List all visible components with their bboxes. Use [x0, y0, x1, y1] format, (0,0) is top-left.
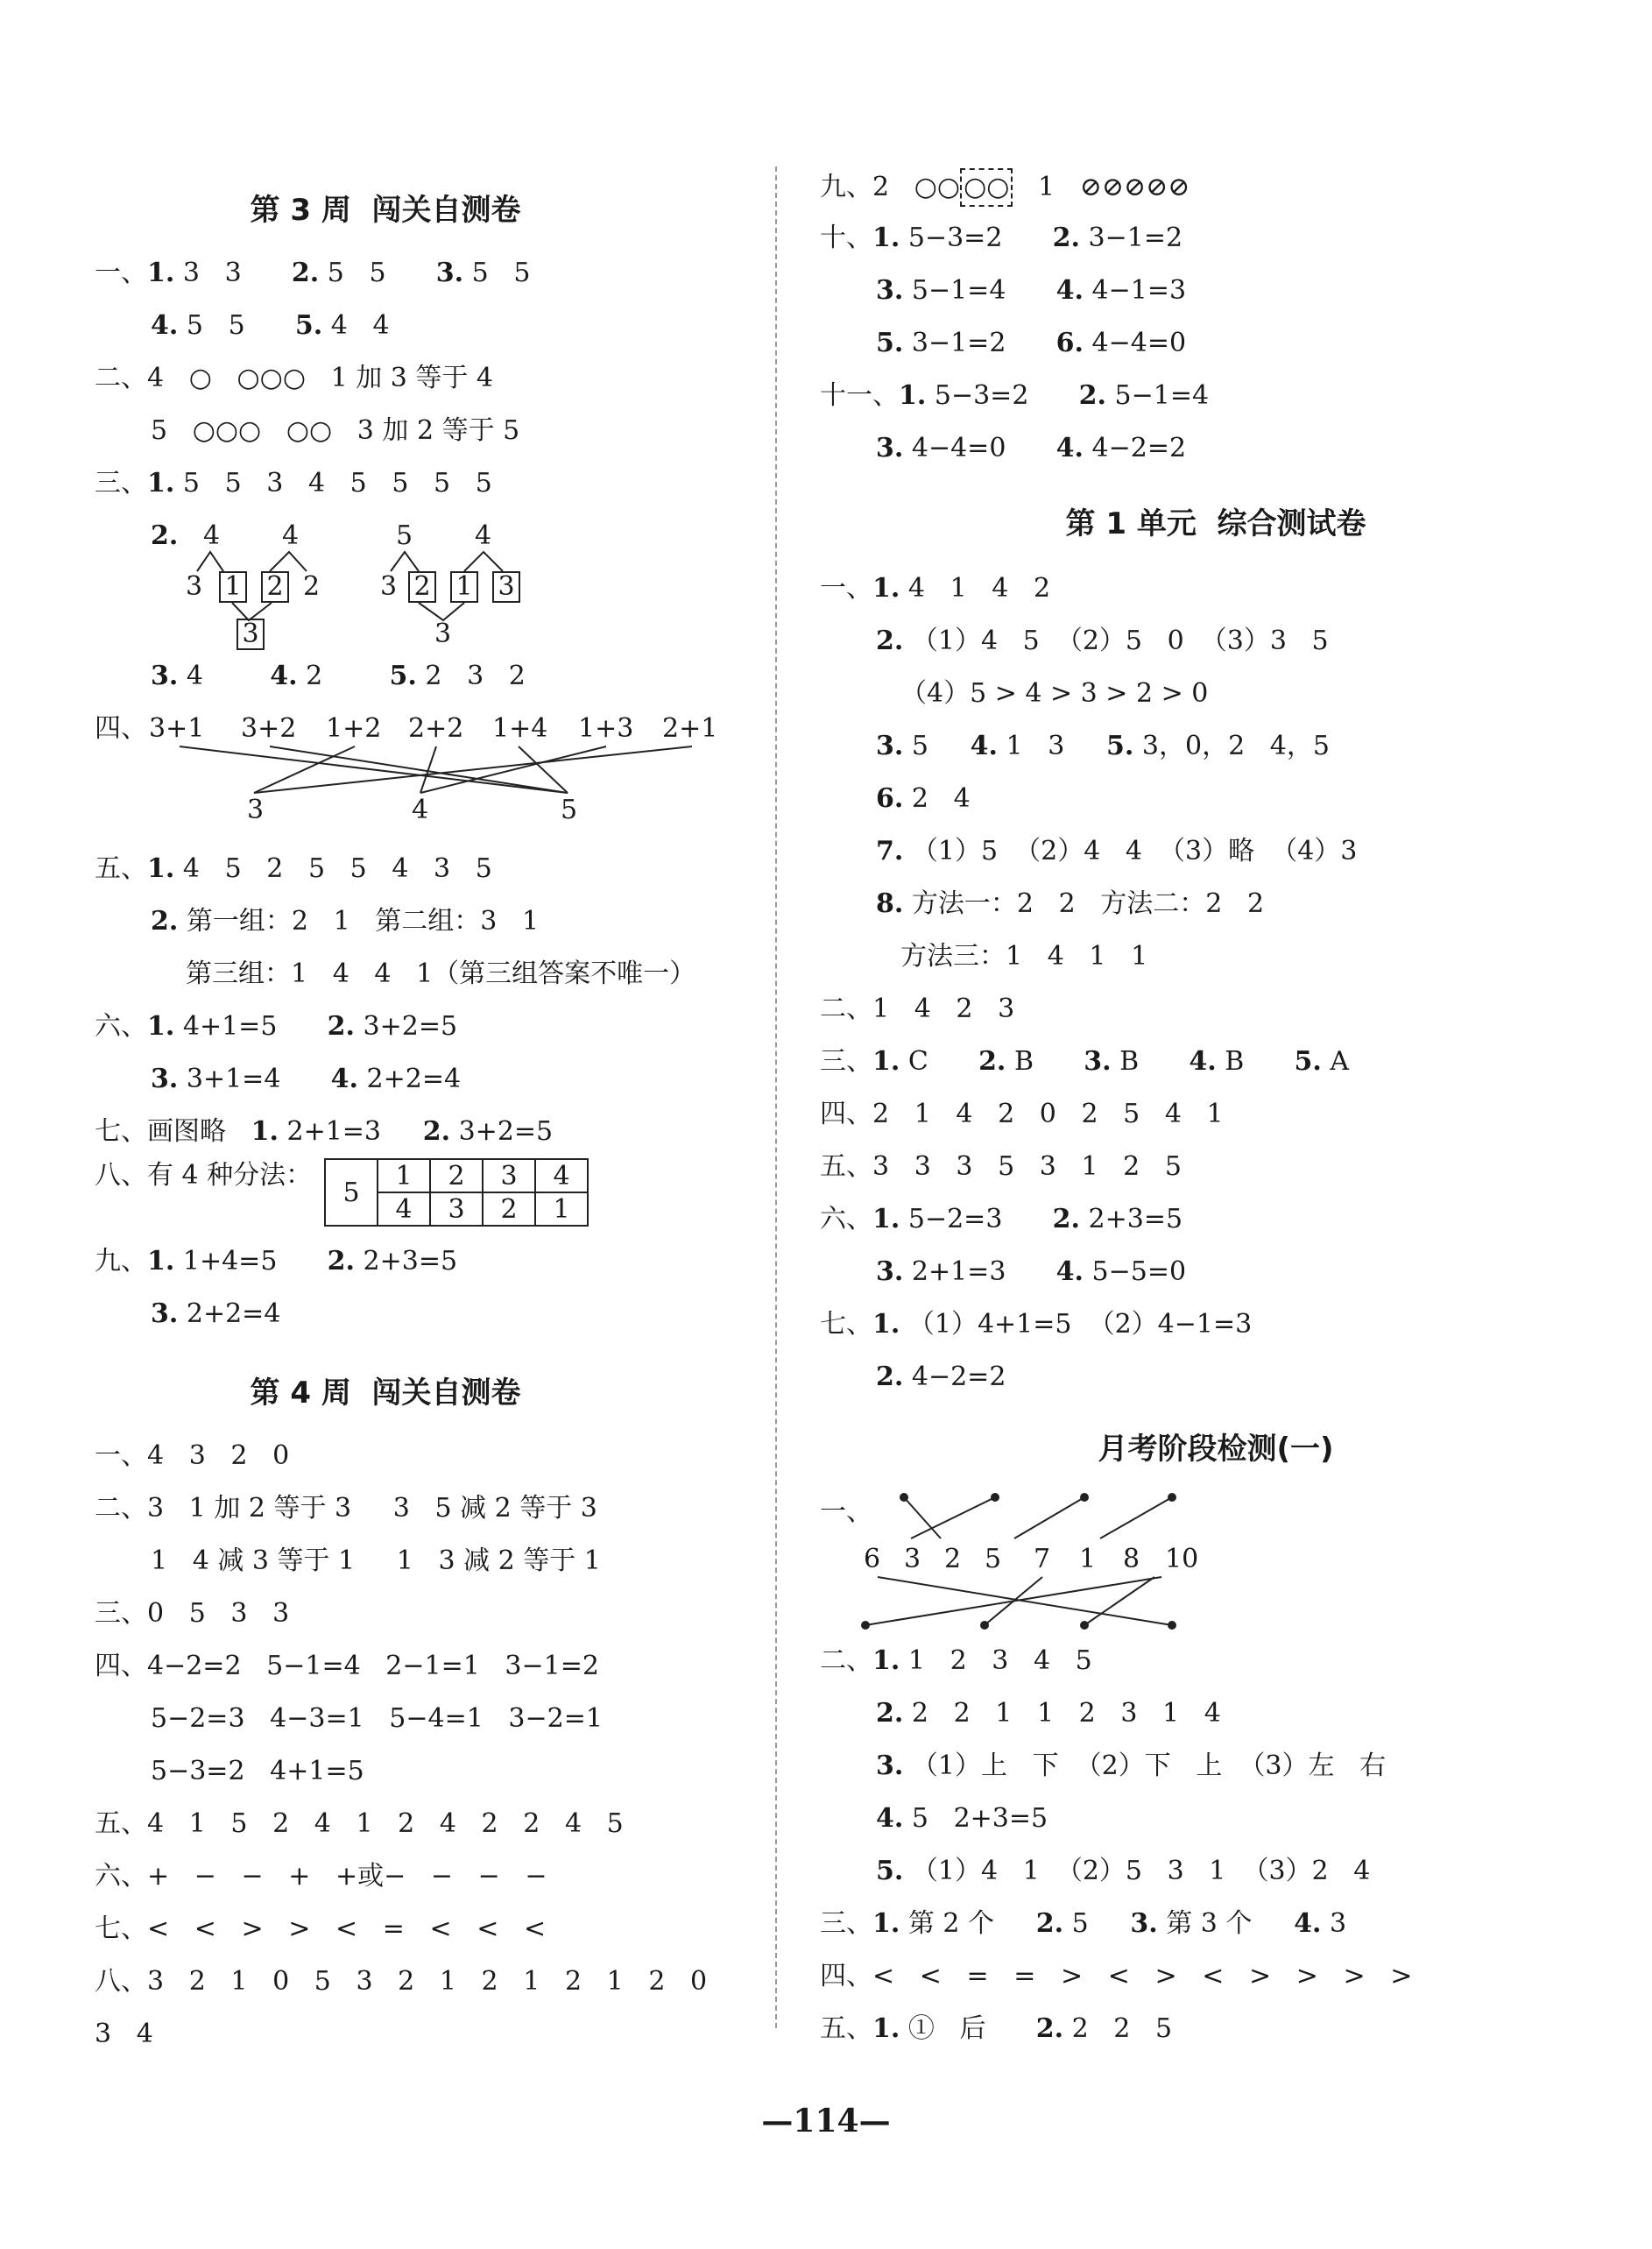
- tree2-row-1: 2: [408, 569, 436, 605]
- tree1-row-3: 2: [303, 571, 321, 602]
- w4-s8-line1: 八、3 2 1 0 5 3 2 1 2 1 2 1 2 0: [95, 1966, 708, 1997]
- w3-s5-line2: 2. 第一组：2 1 第二组：3 1: [151, 906, 540, 937]
- tree2-row-0: 3: [380, 571, 398, 602]
- w3-s8-label: 八、有 4 种分法：: [95, 1160, 313, 1191]
- r-s9-line: 九、2 ○○ ○○ 1 ⊘⊘⊘⊘⊘: [820, 168, 1190, 207]
- w3-s4-matching-lines: [0, 0, 771, 876]
- u1-s7-line2: 2. 4−2=2: [876, 1361, 1006, 1392]
- tree1-row-1: 1: [219, 569, 247, 605]
- w4-s1: 一、4 3 2 0: [95, 1440, 290, 1471]
- w3-s4-answer-1: 4: [412, 795, 429, 825]
- top-line-3: [1100, 1497, 1172, 1538]
- w4-s4-line2: 5−2=3 4−3=1 5−4=1 3−2=1: [151, 1703, 603, 1734]
- split-bottom-1: 3: [430, 1192, 483, 1226]
- u1-s6-line2: 3. 2+1=3 4. 5−5=0: [876, 1256, 1187, 1287]
- match-line-0: [180, 746, 568, 793]
- w3-s4-expr-3: 2+2: [408, 713, 464, 744]
- m-s1-number-0: 6: [864, 1544, 881, 1574]
- m-s1-dot-matching: [780, 0, 1652, 1665]
- r-s11-line1: 十一、1. 5−3=2 2. 5−1=4: [820, 380, 1210, 411]
- u1-s1-line1: 一、1. 4 1 4 2: [820, 573, 1051, 604]
- tree2-bottom: 3: [434, 619, 452, 649]
- unit1-title: 第 1 单元 综合测试卷: [1065, 506, 1366, 541]
- w3-s9-line2: 3. 2+2=4: [151, 1298, 281, 1329]
- w3-s4-expr-0: 3+1: [149, 713, 205, 744]
- u1-s1-item8: 8. 方法一：2 2 方法二：2 2: [876, 888, 1265, 919]
- w3-s4-expr-5: 1+3: [578, 713, 634, 744]
- w4-s8-line2: 3 4: [95, 2019, 153, 2049]
- w3-s4-answer-0: 3: [247, 795, 265, 825]
- r-s10-line3: 5. 3−1=2 6. 4−4=0: [876, 328, 1187, 358]
- u1-s1-item7: 7. （1）5 （2）4 4 （3）略 （4）3: [876, 836, 1358, 866]
- u1-s6-line1: 六、1. 5−2=3 2. 2+3=5: [820, 1204, 1183, 1234]
- m-s1-number-5: 1: [1079, 1544, 1097, 1574]
- tree2-top-right: 4: [475, 520, 492, 551]
- tree2-row-2: 1: [450, 569, 478, 605]
- column-divider: [775, 166, 777, 2028]
- split-bottom-2: 2: [483, 1192, 535, 1226]
- w4-s4-line3: 5−3=2 4+1=5: [151, 1756, 364, 1786]
- w3-s4-expr-2: 1+2: [326, 713, 382, 744]
- u1-s1-item6: 6. 2 4: [876, 783, 971, 814]
- m-s4: 四、< < = = > < > < > > > >: [820, 1961, 1413, 1991]
- w3-s9-line1: 九、1. 1+4=5 2. 2+3=5: [95, 1246, 458, 1277]
- u1-s7-line1: 七、1. （1）4+1=5 （2）4−1=3: [820, 1309, 1253, 1340]
- u1-s1-item2b: （4）5 > 4 > 3 > 2 > 0: [900, 678, 1209, 709]
- tree1-top-right: 4: [282, 520, 300, 551]
- split-top-3: 4: [535, 1159, 588, 1192]
- split-top-0: 1: [378, 1159, 430, 1192]
- m-s1-number-3: 5: [985, 1544, 1002, 1574]
- r-s10-line1: 十、1. 5−3=2 2. 3−1=2: [820, 223, 1183, 253]
- top-line-1: [911, 1497, 995, 1538]
- bottom-line-1: [985, 1577, 1042, 1625]
- w4-s2-line2: 1 4 减 3 等于 1 1 3 减 2 等于 1: [151, 1545, 601, 1576]
- w4-s6: 六、+ − − + +或− − − −: [95, 1861, 547, 1892]
- split-bottom-0: 4: [378, 1192, 430, 1226]
- w3-s4-expr-6: 2+1: [662, 713, 718, 744]
- w3-s2-line2: 5 ○○○ ○○ 3 加 2 等于 5: [151, 415, 520, 446]
- w4-s2-line1: 二、3 1 加 2 等于 3 3 5 减 2 等于 3: [95, 1493, 597, 1524]
- tree1-row-2: 2: [261, 569, 289, 605]
- w3-s6-line2: 3. 3+1=4 4. 2+2=4: [151, 1064, 462, 1094]
- split-table: [324, 1158, 589, 1227]
- w3-s5-line3: 第三组：1 4 4 1（第三组答案不唯一）: [186, 958, 696, 989]
- split-bottom-3: 1: [535, 1192, 588, 1226]
- w4-s3: 三、0 5 3 3: [95, 1598, 290, 1629]
- r-s11-line2: 3. 4−4=0 4. 4−2=2: [876, 433, 1187, 463]
- month-test-title: 月考阶段检测(一): [1098, 1432, 1334, 1467]
- m-s2-item4: 4. 5 2+3=5: [876, 1803, 1048, 1834]
- w3-s6-line1: 六、1. 4+1=5 2. 3+2=5: [95, 1011, 458, 1042]
- w3-s1-line1: 一、1. 3 3 2. 5 5 3. 5 5: [95, 258, 531, 288]
- w3-s1-line2: 4. 5 5 5. 4 4: [151, 310, 390, 341]
- u1-s5: 五、3 3 3 5 3 1 2 5: [820, 1151, 1182, 1182]
- w3-s5-line1: 五、1. 4 5 2 5 5 4 3 5: [95, 853, 492, 884]
- page-number: —114—: [761, 2103, 891, 2139]
- w3-s4-expr-4: 1+4: [492, 713, 548, 744]
- top-line-2: [1014, 1497, 1084, 1538]
- w4-s4-line1: 四、4−2=2 5−1=4 2−1=1 3−1=2: [95, 1651, 599, 1681]
- w3-s3-line1: 三、1. 5 5 3 4 5 5 5 5: [95, 468, 492, 499]
- w3-s4-answer-2: 5: [561, 795, 578, 825]
- w3-s3-item2-number: 2.: [151, 520, 179, 551]
- w3-s7-line1: 七、画图略 1. 2+1=3 2. 3+2=5: [95, 1116, 554, 1147]
- u1-s3: 三、1. C 2. B 3. B 4. B 5. A: [820, 1046, 1350, 1077]
- w3-s4-expr-1: 3+2: [241, 713, 297, 744]
- w3-s2-line1: 二、4 ○ ○○○ 1 加 3 等于 4: [95, 363, 494, 393]
- u1-s2: 二、1 4 2 3: [820, 994, 1015, 1024]
- m-s1-number-7: 10: [1165, 1544, 1199, 1574]
- split-top-2: 3: [483, 1159, 535, 1192]
- bottom-line-3: [878, 1577, 1172, 1625]
- m-s5: 五、1. ① 后 2. 2 2 5: [820, 2013, 1173, 2044]
- u1-s1-item2: 2. （1）4 5 （2）5 0 （3）3 5: [876, 626, 1329, 656]
- m-s3: 三、1. 第 2 个 2. 5 3. 第 3 个 4. 3: [820, 1908, 1347, 1939]
- m-s1-label: 一、: [820, 1496, 872, 1527]
- m-s2-line1: 二、1. 1 2 3 4 5: [820, 1645, 1092, 1676]
- m-s2-item2: 2. 2 2 1 1 2 3 1 4: [876, 1698, 1221, 1729]
- m-s1-number-1: 3: [904, 1544, 921, 1574]
- tree1-bottom: 3: [237, 617, 265, 652]
- tree2-row-3: 3: [492, 569, 520, 605]
- m-s2-item3: 3. （1）上 下 （2）下 上 （3）左 右: [876, 1750, 1387, 1781]
- m-s1-number-2: 2: [944, 1544, 962, 1574]
- tree1-row-0: 3: [186, 571, 203, 602]
- tree1-top-left: 4: [203, 520, 221, 551]
- m-s1-number-6: 8: [1123, 1544, 1140, 1574]
- w4-s5: 五、4 1 5 2 4 1 2 4 2 2 4 5: [95, 1808, 624, 1839]
- week3-title: 第 3 周 闯关自测卷: [250, 193, 521, 228]
- split-top-1: 2: [430, 1159, 483, 1192]
- r-s10-line2: 3. 5−1=4 4. 4−1=3: [876, 275, 1187, 306]
- m-s2-item5: 5. （1）4 1 （2）5 3 1 （3）2 4: [876, 1856, 1371, 1886]
- w4-s7: 七、< < > > < = < < <: [95, 1913, 547, 1944]
- w3-s4-label: 四、: [95, 713, 147, 744]
- u1-s1-item8b: 方法三：1 4 1 1: [900, 941, 1148, 972]
- u1-s1-item3: 3. 5 4. 1 3 5. 3，0，2 4，5: [876, 731, 1330, 761]
- w3-s3-line3: 3. 4 4. 2 5. 2 3 2: [151, 661, 526, 691]
- tree2-top-left: 5: [396, 520, 413, 551]
- match-line-2: [254, 746, 355, 793]
- week4-title: 第 4 周 闯关自测卷: [250, 1376, 521, 1411]
- u1-s4: 四、2 1 4 2 0 2 5 4 1: [820, 1099, 1224, 1129]
- m-s1-number-4: 7: [1034, 1544, 1051, 1574]
- split-total: 5: [325, 1159, 378, 1226]
